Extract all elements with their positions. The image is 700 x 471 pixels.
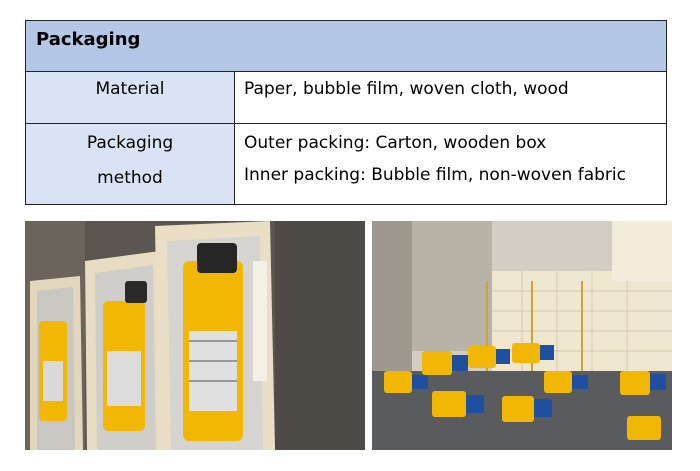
table-row-packaging-method — [26, 124, 666, 204]
table-title: Packaging — [36, 29, 141, 50]
photo-winches-in-warehouse — [372, 221, 672, 450]
row-label — [26, 72, 235, 123]
photo-winches-in-boxes-illustration — [25, 221, 365, 450]
row-value — [235, 124, 666, 204]
row-label-text: Material — [95, 79, 165, 99]
row-value-text: Paper, bubble film, woven cloth, wood — [244, 79, 569, 99]
inner-packing-text: Inner packing: Bubble film, non-woven fabric — [244, 165, 626, 185]
table-row-material — [26, 72, 666, 124]
row-label — [26, 124, 235, 204]
row-label-line: Packaging — [86, 133, 174, 153]
outer-packing-text: Outer packing: Carton, wooden box — [244, 133, 547, 153]
photo-winches-in-boxes — [25, 221, 365, 450]
table-header — [26, 21, 666, 72]
photo-winches-in-warehouse-illustration — [372, 221, 672, 450]
row-label-line: method — [97, 168, 163, 188]
row-value — [235, 72, 666, 123]
packaging-table — [25, 20, 667, 205]
